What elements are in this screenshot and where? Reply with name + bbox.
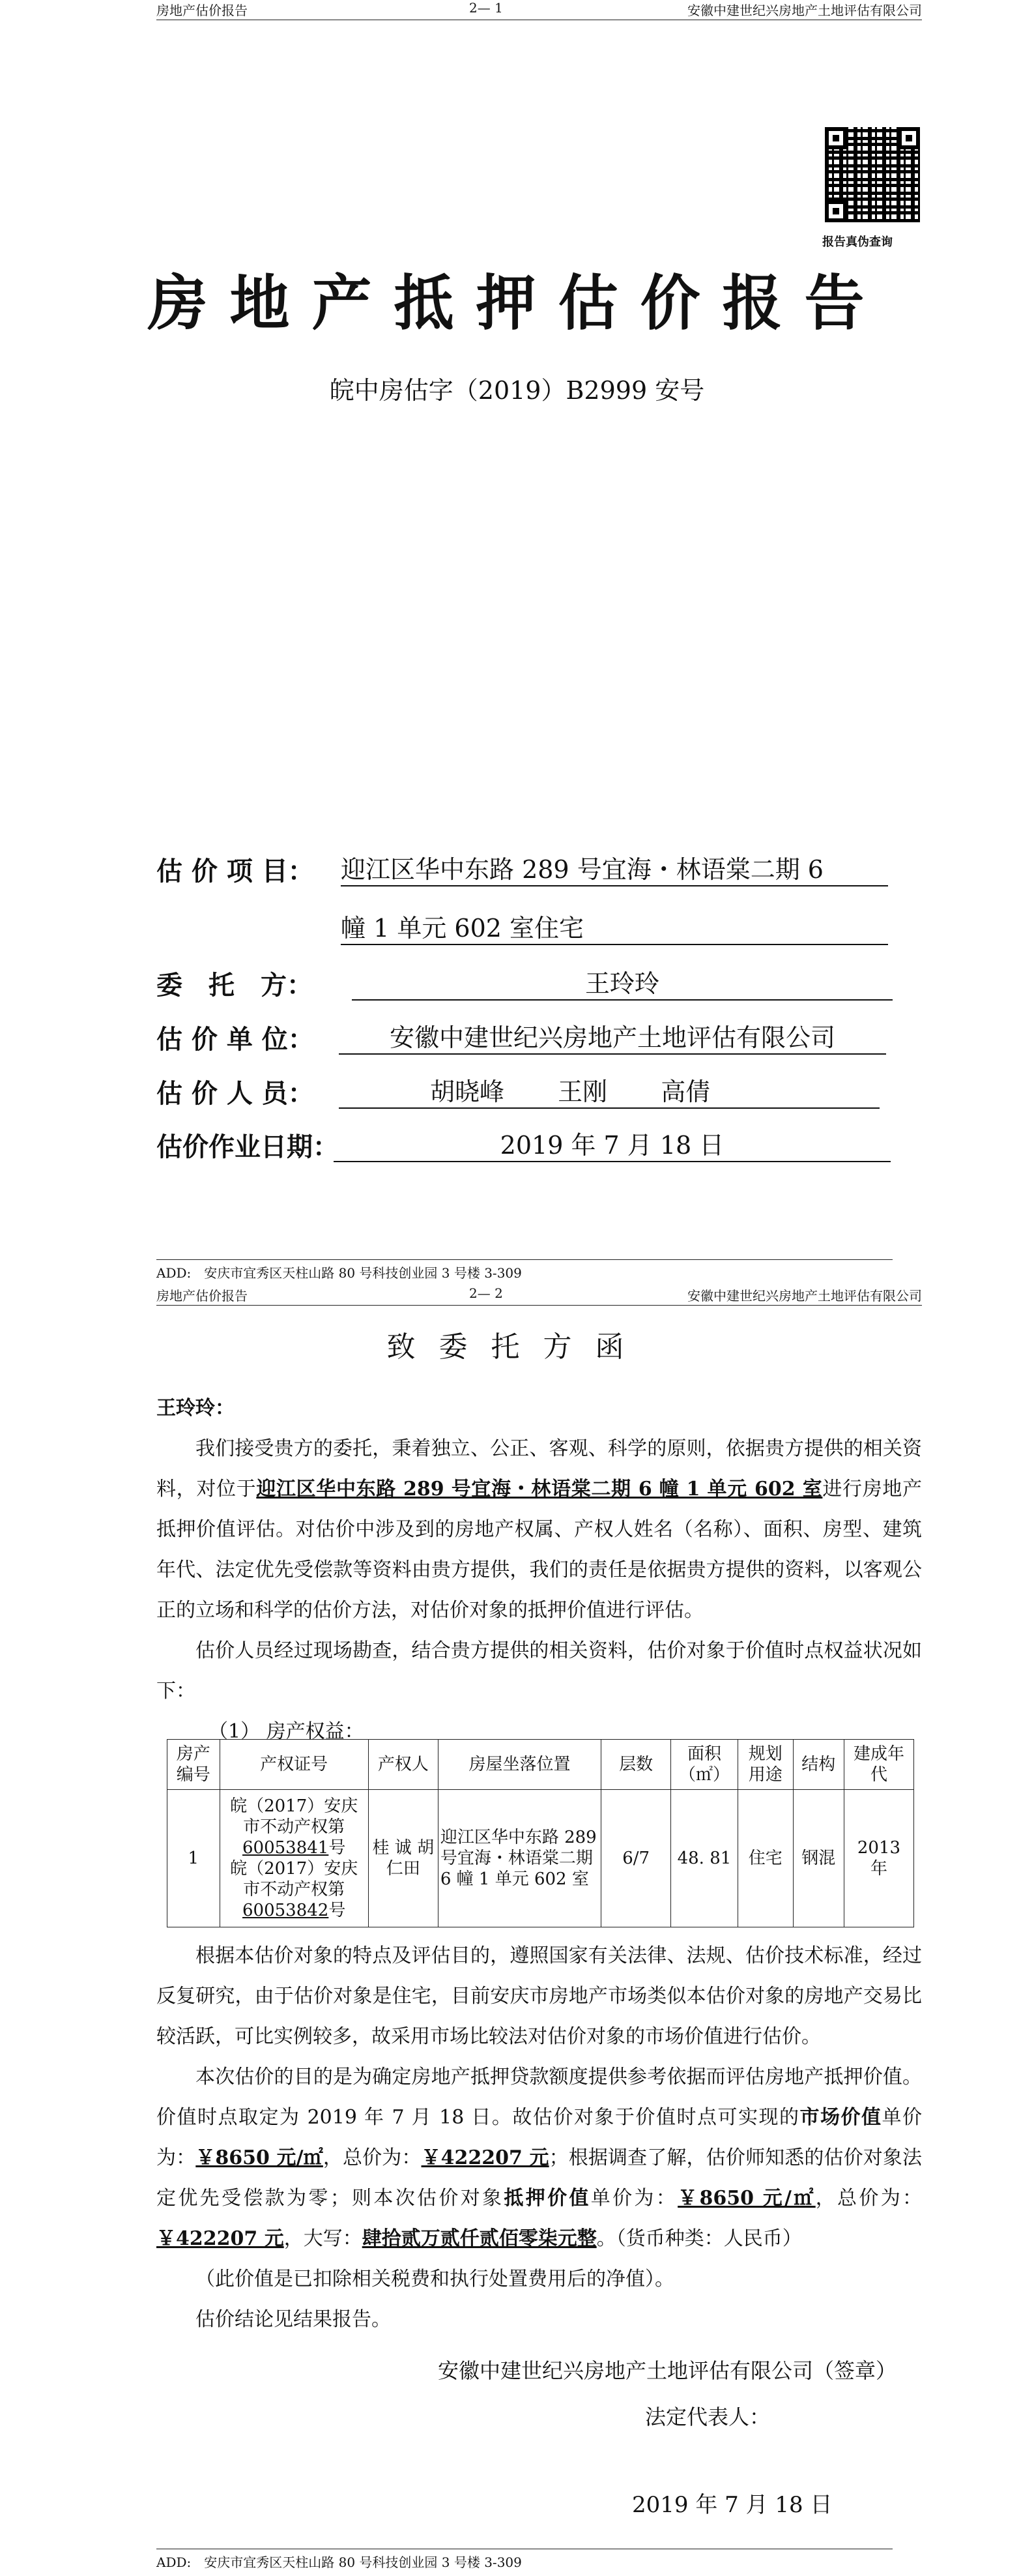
text: 单价为： (156, 2106, 923, 2169)
col-header: 建成年代 (844, 1740, 913, 1790)
market-value-label: 市场价值 (799, 2106, 882, 2129)
client-value: 王玲玲 (352, 963, 893, 1001)
header-right: 安徽中建世纪兴房地产土地评估有限公司 (687, 1288, 922, 1304)
table-row (167, 1790, 914, 1927)
project-label: 估 价 项 目： (156, 856, 314, 886)
cell-area: 48. 81 (671, 1790, 738, 1927)
cell-owner: 桂 诚 胡仁田 (368, 1790, 438, 1927)
mortgage-unit-price: ￥8650 元/㎡ (678, 2187, 816, 2210)
document-number: 皖中房估字（2019）B2999 安号 (329, 376, 705, 405)
page1-header (156, 0, 922, 20)
mortgage-total-price: ￥422207 元 (156, 2227, 284, 2250)
table-header-row (167, 1740, 914, 1790)
cert-number: 60053841 (242, 1838, 329, 1858)
property-rights-table (167, 1739, 914, 1927)
paragraph-6: 估价结论见结果报告。 (195, 2308, 391, 2331)
project-value-line1: 迎江区华中东路 289 号宜海・林语棠二期 6 (341, 849, 888, 886)
qr-code-icon[interactable] (825, 127, 920, 222)
letter-body-top (156, 1388, 922, 1752)
unit-price: ￥8650 元/㎡ (195, 2146, 323, 2169)
header-left: 房地产估价报告 (156, 1288, 248, 1304)
header-right: 安徽中建世纪兴房地产土地评估有限公司 (687, 3, 922, 18)
appraiser-name: 高倩 (661, 1077, 711, 1106)
cell-usage: 住宅 (738, 1790, 793, 1927)
letter-title: 致委托方函 (386, 1330, 648, 1364)
signature-company: 安徽中建世纪兴房地产土地评估有限公司（签章） (438, 2358, 897, 2383)
mortgage-value-label: 抵押价值 (504, 2187, 591, 2210)
page1-footer: ADD: 安庆市宜秀区天柱山路 80 号科技创业园 3 号楼 3-309 (156, 1259, 893, 1281)
col-header: 结构 (793, 1740, 844, 1790)
text: 。（货币种类：人民币） (596, 2227, 802, 2250)
col-header: 房产编号 (167, 1740, 220, 1790)
paragraph-4 (156, 2057, 922, 2259)
cell-year: 2013 年 (844, 1790, 913, 1927)
text: 进行房地产抵押价值评估。对估价中涉及到的房地产权属、产权人姓名（名称）、面积、房型、建筑年代、法定优先受偿款等资料由贵方提供，我们的责任是依据贵方提供的资料，以客观公正的立场和科学的估价方法，对估价对象的抵押价值进行评估。 (156, 1478, 923, 1622)
cell-cert (220, 1790, 368, 1927)
text: ，总价为： (323, 2146, 422, 2169)
text: ；根据调查了解，估价师知悉的估价对象法定优先受偿款为零；则本次估价对象 (156, 2146, 923, 2210)
report-title: 房地产抵押估价报告 (147, 268, 887, 338)
appraiser-name: 王刚 (558, 1077, 608, 1106)
paragraph-2: 估价人员经过现场勘查，结合贵方提供的相关资料，估价对象于价值时点权益状况如下： (156, 1639, 922, 1703)
cert-number: 60053842 (242, 1901, 329, 1920)
unit-label: 估 价 单 位： (156, 1024, 314, 1055)
cert-suffix: 号 (328, 1838, 346, 1858)
paragraph-3: 根据本估价对象的特点及评估目的，遵照国家有关法律、法规、估价技术标准，经过反复研究，由于估价对象是住宅，目前安庆市房地产市场类似本估价对象的房地产交易比较活跃，可比实例较多，故采用市场比较法对估价对象的市场价值进行估价。 (156, 1944, 922, 2048)
col-header: 房屋坐落位置 (438, 1740, 601, 1790)
cell-floors: 6/7 (601, 1790, 671, 1927)
letter-body-bottom (156, 1936, 922, 2340)
property-address: 迎江区华中东路 289 号宜海・林语棠二期 6 幢 1 单元 602 室 (256, 1478, 823, 1500)
text: 我们接受贵方的委托，秉着独立、公正、客观、科学的原则，依据贵方提供的相关资料，对位于 (156, 1437, 922, 1500)
amount-in-words: 肆拾贰万贰仟贰佰零柒元整 (362, 2227, 597, 2250)
project-value-line2: 幢 1 单元 602 室住宅 (341, 908, 888, 945)
work-date-value: 2019 年 7 月 18 日 (334, 1125, 891, 1162)
work-date-label: 估价作业日期： (156, 1132, 339, 1162)
col-header: 规划用途 (738, 1740, 793, 1790)
client-label: 委 托 方： (156, 970, 313, 1001)
cert-text: 皖（2017）安庆市不动产权第 (230, 1796, 358, 1837)
cell-no: 1 (167, 1790, 220, 1927)
paragraph-5: （此价值是已扣除相关税费和执行处置费用后的净值）。 (195, 2268, 674, 2291)
appraisers-label: 估 价 人 员： (156, 1078, 314, 1109)
cell-location: 迎江区华中东路 289 号宜海・林语棠二期 6 幢 1 单元 602 室 (438, 1790, 601, 1927)
header-page-number: 2— 1 (469, 0, 503, 16)
total-price: ￥422207 元 (421, 2146, 549, 2169)
page2-footer: ADD: 安庆市宜秀区天柱山路 80 号科技创业园 3 号楼 3-309 (156, 2549, 893, 2571)
col-header: 层数 (601, 1740, 671, 1790)
header-left: 房地产估价报告 (156, 3, 248, 18)
cert-text: 皖（2017）安庆市不动产权第 (230, 1859, 358, 1899)
col-header: 产权人 (368, 1740, 438, 1790)
col-header: 产权证号 (220, 1740, 368, 1790)
text: 本次估价的目的是为确定房地产抵押贷款额度提供参考依据而评估房地产抵押价值。价值时点取定为 2019 年 7 月 18 日。故估价对象于价值时点可实现的 (156, 2066, 922, 2129)
text: ，总价为： (815, 2187, 923, 2210)
legal-representative: 法定代表人： (645, 2405, 771, 2429)
salutation: 王玲玲： (156, 1397, 235, 1420)
appraisers-value (339, 1072, 880, 1109)
paragraph-1 (156, 1429, 922, 1631)
appraiser-name: 胡晓峰 (430, 1077, 505, 1106)
unit-value: 安徽中建世纪兴房地产土地评估有限公司 (339, 1017, 886, 1055)
table-caption: （1） 房产权益： (208, 1720, 364, 1743)
text: ，大写： (283, 2227, 362, 2250)
cert-suffix: 号 (328, 1901, 346, 1920)
col-header: 面积（㎡） (671, 1740, 738, 1790)
qr-caption: 报告真伪查询 (822, 235, 893, 249)
page2-header (156, 1285, 922, 1306)
signature-date: 2019 年 7 月 18 日 (632, 2492, 833, 2518)
cell-structure: 钢混 (793, 1790, 844, 1927)
header-page-number: 2— 2 (469, 1285, 503, 1301)
text: 单价为： (590, 2187, 678, 2210)
